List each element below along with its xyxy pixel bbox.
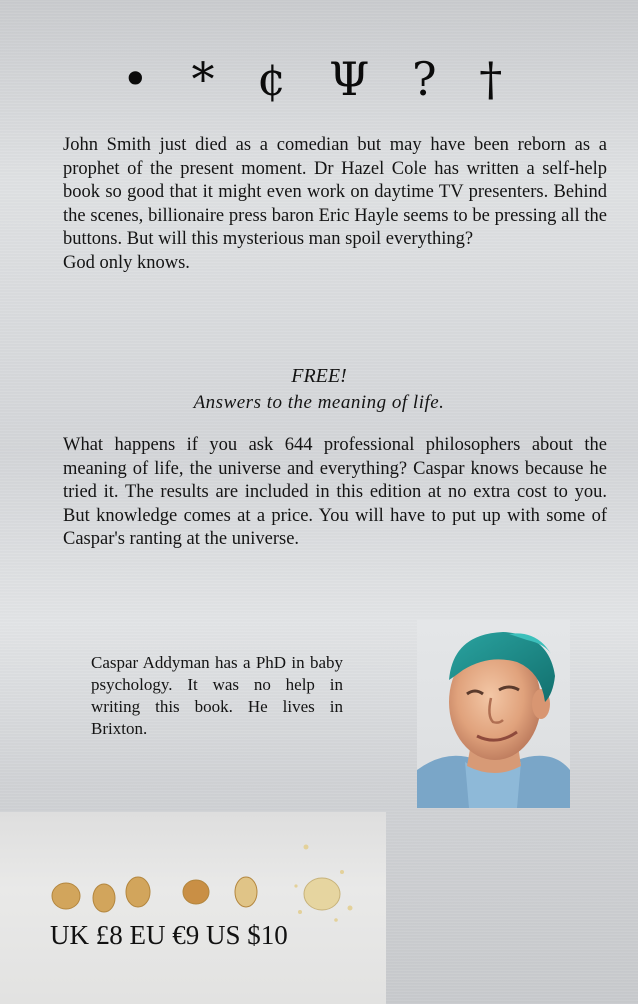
price-label: UK £8 EU €9 US $10 [50, 920, 288, 950]
free-heading: FREE! [291, 365, 347, 387]
crumb-2 [93, 884, 115, 912]
blurb-paragraph [63, 134, 607, 275]
author-portrait-image [417, 620, 570, 808]
crumb-5 [235, 877, 257, 907]
crumb-6 [304, 878, 340, 910]
crumbs-illustration [0, 812, 386, 1004]
blurb-text: John Smith just died as a comedian but may have been reborn as a prophet of the present moment. Dr Hazel Cole has written a self-help book so good that it might even work on daytime TV presenters. Behind the scenes, billionaire press baron Eric Hayle seems to be pressing all the buttons. But will this mysterious man spoil everything? [63, 135, 607, 249]
free-subheading: Answers to the meaning of life. [193, 392, 445, 413]
author-bio: Caspar Addyman has a PhD in baby psychology. It was no help in writing this book. He lives in Brixton. [91, 653, 343, 738]
crumb-1 [52, 883, 80, 909]
blurb-tagline: God only knows. [63, 252, 190, 273]
crumb-3 [126, 877, 150, 907]
crumbs-panel [0, 812, 386, 1004]
author-photo [417, 620, 570, 808]
crumb-4 [183, 880, 209, 904]
cover-symbols: • * ¢ Ψ ? † [121, 52, 517, 106]
philosophers-paragraph: What happens if you ask 644 professional philosophers about the meaning of life, the universe and everything? Caspar knows because he tried it. The results are included in this edition at no extra cost to you. But knowledge comes at a price. You will have to put up with some of Caspar's ranting at the universe. [63, 435, 607, 549]
